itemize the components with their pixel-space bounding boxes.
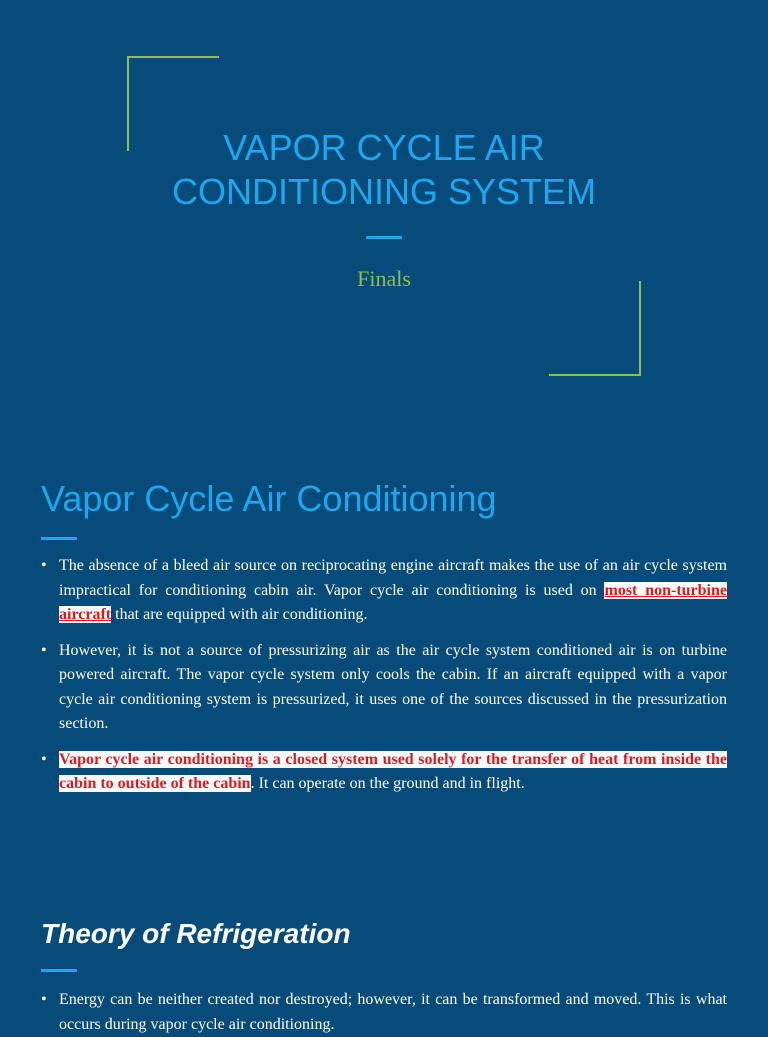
slide-title	[0, 126, 768, 214]
corner-accent-bottom-right	[549, 374, 641, 376]
bullet-marker: •	[41, 641, 47, 659]
bullet-text: The absence of a bleed air source on reciprocating engine aircraft makes the use of an air cycle system impractical for conditioning cabin air. Vapor cycle air conditioning is used on	[59, 557, 727, 599]
section-heading-refrigeration: Theory of Refrigeration	[41, 918, 351, 949]
bullet-marker: •	[41, 750, 47, 768]
slide-title-line-1: VAPOR CYCLE AIR	[223, 127, 545, 168]
title-divider	[366, 236, 402, 239]
list-item	[41, 988, 727, 1037]
list-item	[41, 639, 727, 737]
slide-title-line-2: CONDITIONING SYSTEM	[171, 171, 597, 212]
bullet-marker: •	[41, 557, 47, 574]
section-heading-divider	[41, 537, 77, 540]
bullet-text: Energy can be neither created nor destroyed; however, it can be transformed and moved. This is what occurs during vapor cycle air conditioning.	[59, 991, 727, 1033]
list-item	[41, 748, 727, 797]
bullet-text: that are equipped with air conditioning.	[111, 606, 368, 623]
bullet-marker: •	[41, 991, 47, 1008]
corner-accent-bottom-right-vertical	[639, 281, 641, 376]
bullet-list-refrigeration	[41, 988, 727, 1037]
slide-subtitle: Finals	[357, 266, 411, 291]
list-item	[41, 554, 727, 628]
highlighted-text: Vapor cycle air conditioning is a closed system used solely for the transfer of heat from inside the cabin to outside of the cabin	[59, 750, 727, 792]
section-heading-divider	[41, 969, 77, 972]
corner-accent-top-left	[127, 56, 219, 58]
section-heading-vapor-cycle: Vapor Cycle Air Conditioning	[41, 478, 497, 519]
bullet-text: However, it is not a source of pressurizing air as the air cycle system conditioned air is on turbine powered aircraft. The vapor cycle system only cools the cabin. If an aircraft equipped with a vapor cycle air conditioning system is pressurized, it uses one of the sources discussed in the pressurization section.	[59, 641, 727, 732]
bullet-list-vapor-cycle	[41, 554, 727, 808]
bullet-text: . It can operate on the ground and in flight.	[250, 775, 525, 792]
highlighted-text: most non-turbine aircraft	[59, 581, 727, 623]
